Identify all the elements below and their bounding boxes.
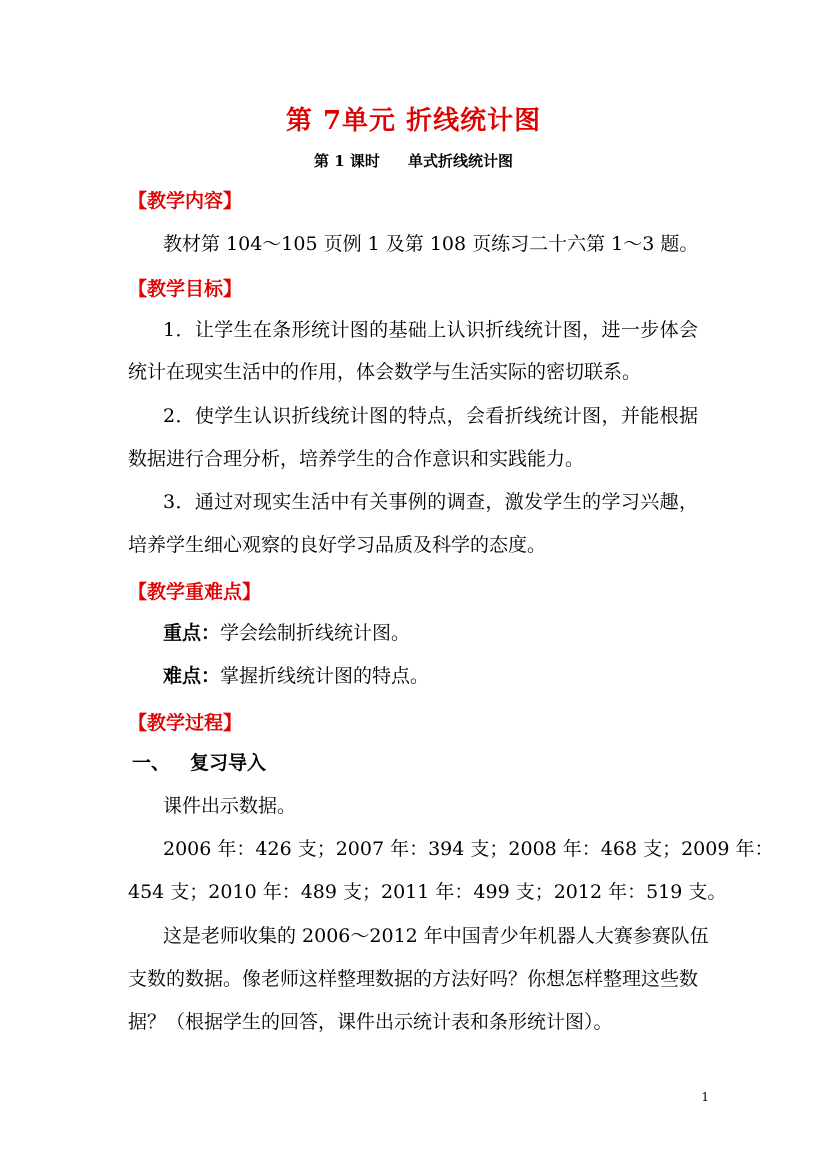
goal-2-line-2: 数据进行合理分析，培养学生的合作意识和实践能力。	[128, 448, 585, 470]
section-heading-key-points: 【教学重难点】	[128, 581, 262, 603]
paragraph-line-2: 支数的数据。像老师这样整理数据的方法好吗？你想怎样整理这些数	[128, 968, 699, 990]
goal-1-line-2: 统计在现实生活中的作用，体会数学与生活实际的密切联系。	[128, 361, 642, 383]
section-heading-content: 【教学内容】	[128, 190, 243, 212]
difficult-point	[163, 664, 429, 688]
step-1-paragraph: 课件出示数据。	[163, 795, 297, 817]
page-title: 第 7单元 折线统计图	[285, 106, 542, 136]
paragraph-line-1: 这是老师收集的 2006～2012 年中国青少年机器人大赛参赛队伍	[163, 925, 709, 947]
goal-2-line-1: 2．使学生认识折线统计图的特点，会看折线统计图，并能根据	[163, 405, 698, 427]
difficult-point-label: 难点：	[163, 665, 221, 687]
data-line-1: 2006 年：426 支；2007 年：394 支；2008 年：468 支；2009 年：	[163, 838, 774, 860]
difficult-point-text: 掌握折线统计图的特点。	[220, 665, 430, 687]
step-1-title: 复习导入	[190, 752, 267, 774]
step-1-heading	[132, 751, 266, 775]
lesson-subtitle	[0, 150, 827, 171]
paragraph-line-3: 据？（根据学生的回答，课件出示统计表和条形统计图）。	[128, 1011, 613, 1033]
page-number	[0, 1090, 827, 1104]
key-point	[163, 621, 410, 645]
goal-1-line-1: 1．让学生在条形统计图的基础上认识折线统计图，进一步体会	[163, 319, 698, 341]
lesson-topic: 单式折线统计图	[407, 152, 513, 170]
lesson-number: 第 1 课时	[314, 152, 380, 170]
goal-3-line-2: 培养学生细心观察的良好学习品质及科学的态度。	[128, 534, 547, 556]
data-line-2: 454 支；2010 年：489 支；2011 年：499 支；2012 年：519 支。	[128, 881, 727, 903]
key-point-text: 学会绘制折线统计图。	[220, 622, 411, 644]
page-number-text: 1	[701, 1090, 709, 1104]
content-text: 教材第 104～105 页例 1 及第 108 页练习二十六第 1～3 题。	[163, 233, 699, 255]
key-point-label: 重点：	[163, 622, 221, 644]
section-heading-goals: 【教学目标】	[128, 278, 243, 300]
step-1-number: 一、	[132, 752, 171, 774]
goal-3-line-1: 3．通过对现实生活中有关事例的调查，激发学生的学习兴趣，	[163, 491, 698, 513]
section-heading-process: 【教学过程】	[128, 712, 243, 734]
